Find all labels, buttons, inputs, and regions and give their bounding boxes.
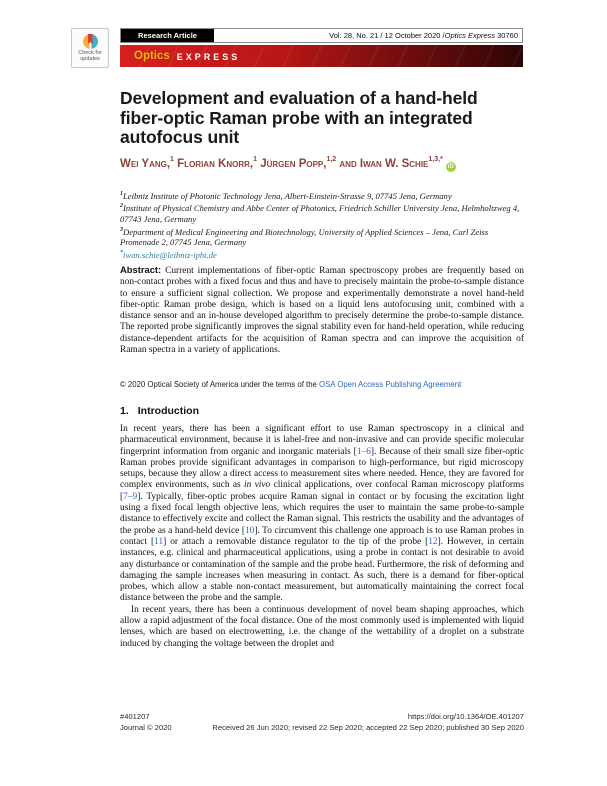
author-2: Florian Knorr, [177,157,254,170]
doi-link[interactable]: https://doi.org/10.1364/OE.401207 [407,712,524,721]
abstract-text: Current implementations of fiber-optic Raman spectroscopy probes are frequently based on non-contact probes with a fixed focus and thus and have to precisely maintain the probe-to-sample distance to ensure a sufficient signal collection. We propose and experimentally demonstrate a novel hand-held fiber-optic Raman probe design, which is based on a liquid lens autofocusing unit, combined with a distance sensor and an in-house developed algorithm to precisely determine the probe-to-sample distance. The reported probe significantly improves the signal stability even for hand-held operation, while reducing distance-dependent artifacts for the acquisition of Raman spectra and can improve the acquisition of Raman spectra in a variety of applications. [120,266,524,356]
check-for-updates-badge[interactable] [71,28,109,68]
citation-link[interactable]: 10 [244,525,255,536]
affiliations [120,189,524,260]
volume-citation: Vol. 28, No. 21 / 12 October 2020 / Optics Express 30760 [329,31,518,40]
manuscript-id: #401207 [120,712,150,721]
affiliation-3: $^3$Department of Medical Engineering and Biotechnology, University of Applied Sciences – Jena, Carl Zeiss Promenade 2, 07745 Jena, Germany [120,226,489,247]
author-4: and Iwan W. Schie [339,157,429,170]
introduction-body [120,424,524,650]
citation-link[interactable]: 11 [154,536,164,547]
author-3: Jürgen Popp, [260,157,327,170]
orcid-icon[interactable]: iD [447,163,454,170]
journal-banner [120,45,523,67]
journal-copyright: Journal © 2020 [120,723,172,732]
abstract [120,264,524,356]
journal-name: Optics Express [444,31,496,40]
section-title: Introduction [137,405,200,417]
osa-agreement-link[interactable]: OSA Open Access Publishing Agreement [319,380,462,389]
citation-link[interactable]: 1–6 [356,446,371,457]
citation-link[interactable]: 12 [428,536,438,547]
affiliation-2: $^2$Institute of Physical Chemistry and Abbe Center of Photonics, Friedrich Schiller University Jena, Helmholtzweg 4, 07743 Jena, Germany [120,203,520,224]
paragraph-2: In recent years, there has been a continuous development of novel beam shaping approaches, which allow a rapid adjustment of the focal distance. One of the most commonly used is implemented with liquid lenses, which are based on electrowetting, i.e. the change of the wettability of a droplet on a substrate induced by changing the voltage between the droplet and [120,604,524,649]
affiliation-1: $^1$Leibniz Institute of Photonic Technology Jena, Albert-Einstein-Strasse 9, 07745 Jena, Germany [120,190,452,201]
header-bar [120,28,523,43]
journal-page-number: 30760 [497,31,518,40]
banner-express: EXPRESS [176,51,241,62]
article-type-label: Research Article [121,29,214,42]
corresponding-email: *iwan.schie@leibniz-ipht.de [120,249,217,260]
paper-title: Development and evaluation of a hand-held fiber-optic Raman probe with an integrated autofocus unit [120,88,478,147]
badge-label-line2: updates [80,56,100,62]
page-footer [120,711,524,733]
abstract-label: Abstract: [120,264,162,275]
badge-label-line1: Check for [78,50,102,56]
copyright-line: © 2020 Optical Society of America under the terms of the OSA Open Access Publishing Agreement [120,380,462,389]
section-number: 1. [120,405,129,417]
crossmark-icon [83,34,98,49]
citation-link[interactable]: 7–9 [123,491,138,502]
banner-optics: Optics [134,50,170,62]
author-1: Wei Yang, [120,157,171,170]
received-dates: Received 26 Jun 2020; revised 22 Sep 2020; accepted 22 Sep 2020; published 30 Sep 2020 [212,723,524,732]
email-link[interactable]: iwan.schie@leibniz-ipht.de [123,249,217,260]
author-list: Wei Yang,$^1$ Florian Knorr,$^1$ Jürgen Popp,$^{1,2}$ and Iwan W. Schie$^{1,3,*}$iD [120,156,454,170]
paragraph-1: In recent years, there has been a significant effort to use Raman spectroscopy in a clinical and pharmaceutical environment, because it is label-free and non-invasive and can provide specific molecular fingerprint information from organic and inorganic materials [1–6]. Because of their small size fiber-optic Raman probes provide significant advantages in comparison to high-performance, but rigid microscopy setups, because they allow a direct access to measurement sites where needed. Hence, they are favored for complex environments, such as in vivo clinical applications, over confocal Raman microscopy platforms [7–9]. Typically, fiber-optic probes acquire Raman signal in contact or by focusing the excitation light using a fixed focal length objective lens, which requires the user to maintain the same probe-to-sample distance to effectively excite and collect the Raman signal. This restricts the usability and the advantages of the probe as a hand-held device [10]. To circumvent this challenge one approach is to use Raman probes in contact [11] or attach a removable distance regulator to the tip of the probe [12]. However, in certain instances, e.g. clinical and pharmaceutical applications, using a probe in contact is not desirable to avoid any disturbance or contamination of the sample and the probe head. Furthermore, the risk of deforming and damaging the sample increases when measuring in contact. As such, there is a demand for fiber-optical probes, which allow a stable non-contact measurement, but automatically maintaining the correct focal distance between the probe and the sample. [120,424,524,604]
section-heading [120,405,199,417]
